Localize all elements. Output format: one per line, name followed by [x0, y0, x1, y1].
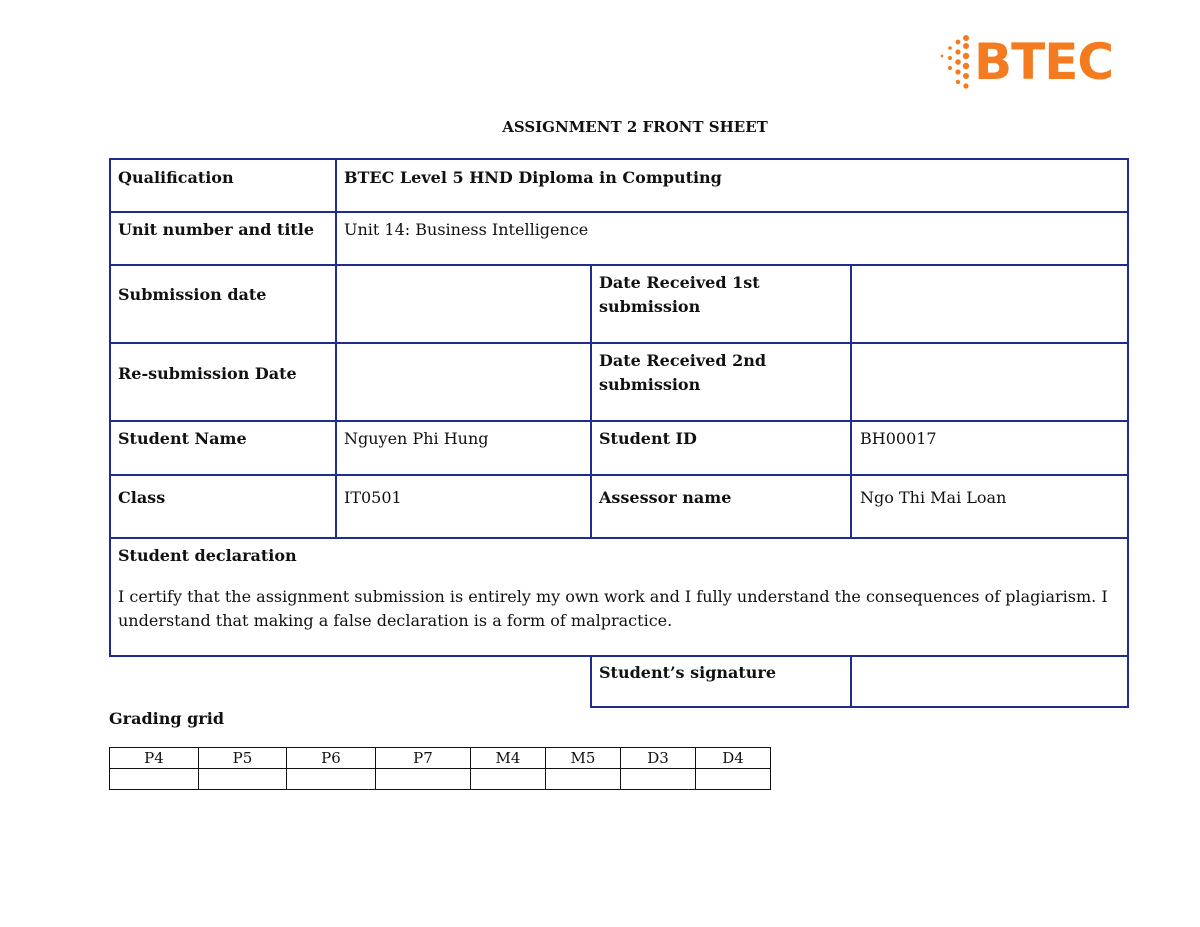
resubmission-date-label: Re-submission Date — [118, 364, 297, 383]
grade-cell[interactable] — [621, 769, 696, 790]
student-id-label: Student ID — [599, 429, 697, 448]
grade-header-p4: P4 — [110, 748, 199, 769]
grade-header-m5: M5 — [546, 748, 621, 769]
student-id-value: BH00017 — [860, 429, 937, 448]
qualification-label: Qualification — [118, 168, 234, 187]
grade-header-d3: D3 — [621, 748, 696, 769]
unit-value: Unit 14: Business Intelligence — [344, 220, 589, 239]
class-value: IT0501 — [344, 488, 402, 507]
grade-cell[interactable] — [546, 769, 621, 790]
qualification-value: BTEC Level 5 HND Diploma in Computing — [344, 168, 722, 187]
grade-cell[interactable] — [376, 769, 471, 790]
grade-cell[interactable] — [287, 769, 376, 790]
page-title: ASSIGNMENT 2 FRONT SHEET — [502, 118, 768, 136]
grade-cell[interactable] — [696, 769, 771, 790]
grading-value-row — [110, 769, 771, 790]
logo-text: BTEC — [974, 33, 1114, 91]
student-name-label: Student Name — [118, 429, 247, 448]
logo-dots-icon — [936, 30, 976, 94]
student-name-value: Nguyen Phi Hung — [344, 429, 489, 448]
assessor-name-value: Ngo Thi Mai Loan — [860, 488, 1007, 507]
grading-header-row — [110, 748, 771, 769]
grade-header-p5: P5 — [199, 748, 287, 769]
submission-date-label: Submission date — [118, 285, 267, 304]
date-received-2nd-label: Date Received 2nd submission — [599, 351, 767, 394]
btec-logo — [936, 30, 1126, 94]
declaration-text: I certify that the assignment submission is entirely my own work and I fully understand the consequences of plagiarism. I understand that making a false declaration is a form of malpractice. — [118, 587, 1108, 630]
grade-cell[interactable] — [199, 769, 287, 790]
signature-label: Student’s signature — [599, 663, 777, 682]
grade-header-p7: P7 — [376, 748, 471, 769]
declaration-heading: Student declaration — [118, 546, 297, 565]
date-received-1st-label: Date Received 1st submission — [599, 273, 760, 316]
grade-cell[interactable] — [110, 769, 199, 790]
unit-label: Unit number and title — [118, 220, 315, 239]
grade-header-p6: P6 — [287, 748, 376, 769]
assessor-name-label: Assessor name — [599, 488, 732, 507]
grading-grid — [109, 747, 771, 790]
class-label: Class — [118, 488, 166, 507]
grade-header-m4: M4 — [471, 748, 546, 769]
grade-header-d4: D4 — [696, 748, 771, 769]
grade-cell[interactable] — [471, 769, 546, 790]
grading-grid-title: Grading grid — [109, 709, 224, 728]
